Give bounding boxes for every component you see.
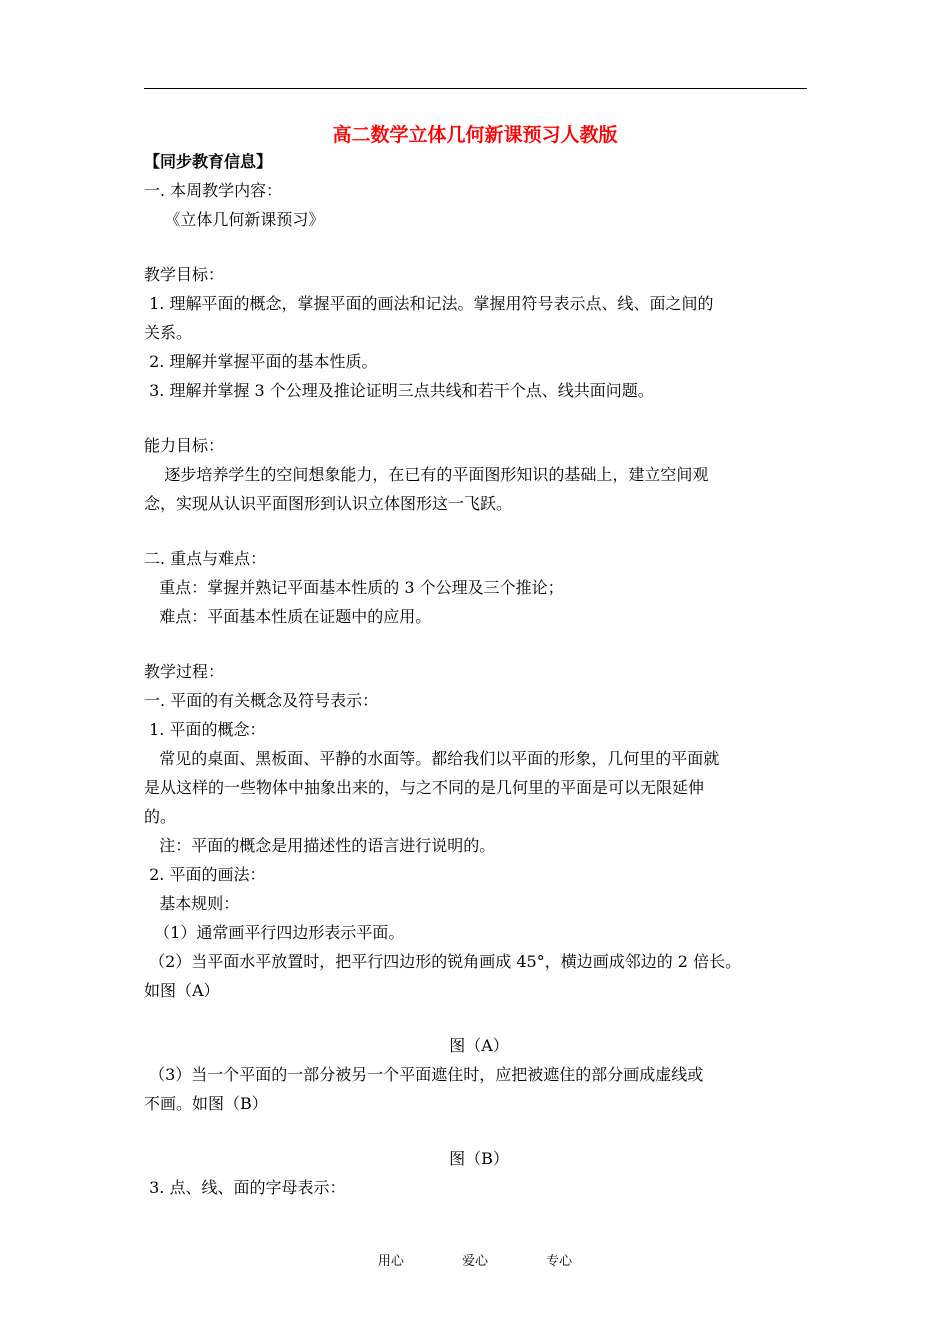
text-line: 2. 平面的画法： bbox=[144, 865, 266, 884]
text-line: 2. 理解并掌握平面的基本性质。 bbox=[144, 352, 378, 371]
section-heading: 【同步教育信息】 bbox=[144, 152, 273, 171]
text-line: 3. 理解并掌握 3 个公理及推论证明三点共线和若干个点、线共面问题。 bbox=[144, 381, 654, 400]
figure-caption: 图（A） bbox=[449, 1036, 509, 1055]
text-line: 《立体几何新课预习》 bbox=[144, 210, 325, 229]
text-line: 关系。 bbox=[144, 323, 193, 342]
document-body bbox=[144, 147, 814, 1202]
blank-line bbox=[144, 405, 814, 431]
text-line: （3）当一个平面的一部分被另一个平面遮住时，应把被遮住的部分画成虚线或 bbox=[144, 1065, 704, 1084]
text-line: 重点：掌握并熟记平面基本性质的 3 个公理及三个推论； bbox=[144, 578, 564, 597]
text-line: 二. 重点与难点： bbox=[144, 549, 267, 568]
figure-caption: 图（B） bbox=[449, 1149, 509, 1168]
text-line: 一. 本周教学内容： bbox=[144, 181, 283, 200]
text-line: 常见的桌面、黑板面、平静的水面等。都给我们以平面的形象，几何里的平面就 bbox=[144, 749, 720, 768]
blank-line bbox=[144, 518, 814, 544]
footer-text: 专心 bbox=[546, 1254, 573, 1269]
text-line: 注：平面的概念是用描述性的语言进行说明的。 bbox=[144, 836, 496, 855]
blank-line bbox=[144, 1005, 814, 1031]
page-footer bbox=[0, 1250, 950, 1269]
text-line: 教学过程： bbox=[144, 662, 225, 681]
text-line: 难点：平面基本性质在证题中的应用。 bbox=[144, 607, 432, 626]
footer-text: 用心 bbox=[377, 1254, 404, 1269]
text-line: （2）当平面水平放置时，把平行四边形的锐角画成 45°，横边画成邻边的 2 倍长。 bbox=[144, 952, 742, 971]
text-line: 的。 bbox=[144, 807, 177, 826]
blank-line bbox=[144, 1118, 814, 1144]
header-rule bbox=[144, 88, 807, 89]
text-line: 1. 平面的概念： bbox=[144, 720, 266, 739]
footer-text: 爱心 bbox=[461, 1254, 488, 1269]
document-title: 高二数学立体几何新课预习人教版 bbox=[332, 124, 618, 146]
text-line: 念，实现从认识平面图形到认识立体图形这一飞跃。 bbox=[144, 494, 513, 513]
text-line: 1. 理解平面的概念，掌握平面的画法和记法。掌握用符号表示点、线、面之间的 bbox=[144, 294, 714, 313]
text-line: 一. 平面的有关概念及符号表示： bbox=[144, 691, 379, 710]
text-line: 不画。如图（B） bbox=[144, 1094, 268, 1113]
text-line: 3. 点、线、面的字母表示： bbox=[144, 1178, 346, 1197]
text-line: 教学目标： bbox=[144, 265, 225, 284]
text-line: （1）通常画平行四边形表示平面。 bbox=[144, 923, 405, 942]
blank-line bbox=[144, 631, 814, 657]
blank-line bbox=[144, 234, 814, 260]
text-line: 能力目标： bbox=[144, 436, 225, 455]
text-line: 基本规则： bbox=[144, 894, 240, 913]
text-line: 是从这样的一些物体中抽象出来的，与之不同的是几何里的平面是可以无限延伸 bbox=[144, 778, 705, 797]
text-line: 如图（A） bbox=[144, 981, 220, 1000]
text-line: 逐步培养学生的空间想象能力，在已有的平面图形知识的基础上，建立空间观 bbox=[144, 465, 709, 484]
